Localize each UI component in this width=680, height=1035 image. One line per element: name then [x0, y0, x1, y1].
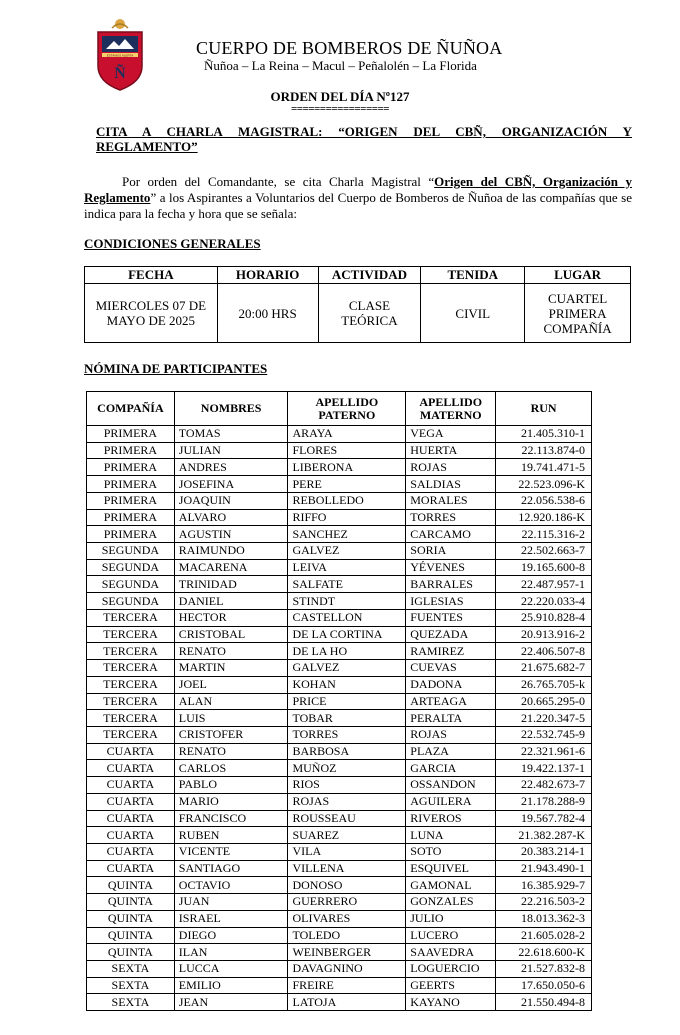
apellido-paterno-cell: REBOLLEDO [288, 492, 406, 509]
table-row [87, 944, 592, 961]
compania-cell: TERCERA [87, 726, 175, 743]
table-row [87, 977, 592, 994]
apellido-materno-cell: ROJAS [406, 726, 496, 743]
nombres-cell: JOAQUIN [174, 492, 288, 509]
col-header-tenida: TENIDA [421, 267, 525, 284]
apellido-materno-cell: SOTO [406, 843, 496, 860]
apellido-materno-cell: YÉVENES [406, 559, 496, 576]
table-row [87, 994, 592, 1011]
apellido-materno-cell: BARRALES [406, 576, 496, 593]
compania-cell: SEXTA [87, 994, 175, 1011]
table-row [87, 492, 592, 509]
nombres-cell: RENATO [174, 743, 288, 760]
nombres-cell: PABLO [174, 777, 288, 794]
compania-cell: PRIMERA [87, 459, 175, 476]
apellido-materno-cell: FUENTES [406, 609, 496, 626]
run-cell: 22.532.745-9 [496, 726, 592, 743]
run-cell: 18.013.362-3 [496, 910, 592, 927]
table-row [87, 843, 592, 860]
apellido-materno-cell: KAYANO [406, 994, 496, 1011]
compania-cell: SEGUNDA [87, 543, 175, 560]
compania-cell: QUINTA [87, 944, 175, 961]
apellido-paterno-cell: TORRES [288, 726, 406, 743]
run-cell: 20.665.295-0 [496, 693, 592, 710]
run-cell: 21.178.288-9 [496, 793, 592, 810]
compania-cell: CUARTA [87, 777, 175, 794]
table-row [87, 626, 592, 643]
org-name: CUERPO DE BOMBEROS DE ÑUÑOA [196, 38, 503, 58]
nombres-cell: OCTAVIO [174, 877, 288, 894]
compania-cell: TERCERA [87, 710, 175, 727]
compania-cell: CUARTA [87, 827, 175, 844]
table-row [87, 894, 592, 911]
run-cell: 22.113.874-0 [496, 442, 592, 459]
apellido-materno-cell: GARCIA [406, 760, 496, 777]
nombres-cell: CRISTOBAL [174, 626, 288, 643]
nombres-cell: FRANCISCO [174, 810, 288, 827]
nombres-cell: JUAN [174, 894, 288, 911]
compania-cell: TERCERA [87, 626, 175, 643]
apellido-materno-cell: SORIA [406, 543, 496, 560]
col-header-apellido-paterno [288, 392, 406, 426]
run-cell: 21.605.028-2 [496, 927, 592, 944]
compania-cell: QUINTA [87, 877, 175, 894]
run-cell: 22.482.673-7 [496, 777, 592, 794]
fire-department-logo [92, 16, 148, 92]
apellido-materno-cell: GAMONAL [406, 877, 496, 894]
compania-cell: TERCERA [87, 643, 175, 660]
nombres-cell: VICENTE [174, 843, 288, 860]
run-cell: 22.321.961-6 [496, 743, 592, 760]
nombres-cell: JOEL [174, 676, 288, 693]
compania-cell: TERCERA [87, 676, 175, 693]
run-cell: 22.056.538-6 [496, 492, 592, 509]
apellido-paterno-cell: ROUSSEAU [288, 810, 406, 827]
compania-cell: SEGUNDA [87, 593, 175, 610]
apellido-materno-line-2: MATERNO [419, 407, 482, 422]
apellido-paterno-cell: DAVAGNINO [288, 961, 406, 978]
nombres-cell: EMILIO [174, 977, 288, 994]
run-cell: 22.502.663-7 [496, 543, 592, 560]
cita-title: CITA A CHARLA MAGISTRAL: “ORIGEN DEL CBÑ, ORGANIZACIÓN Y REGLAMENTO” [96, 124, 632, 154]
compania-cell: QUINTA [87, 910, 175, 927]
compania-cell: QUINTA [87, 927, 175, 944]
nombres-cell: ALVARO [174, 509, 288, 526]
nombres-cell: ALAN [174, 693, 288, 710]
table-row [87, 726, 592, 743]
logo-caption: ESTAMOS ALERTA [106, 53, 134, 58]
run-cell: 22.220.033-4 [496, 593, 592, 610]
nombres-cell: HECTOR [174, 609, 288, 626]
apellido-materno-cell: GEERTS [406, 977, 496, 994]
participants-heading: NÓMINA DE PARTICIPANTES [84, 361, 268, 376]
compania-cell: CUARTA [87, 743, 175, 760]
compania-cell: TERCERA [87, 609, 175, 626]
col-header-compania: COMPAÑÍA [87, 392, 175, 426]
table-row [87, 643, 592, 660]
run-cell: 21.675.682-7 [496, 660, 592, 677]
apellido-materno-cell: CUEVAS [406, 660, 496, 677]
cita-paragraph-pre: Por orden del Comandante, se cita Charla Magistral “ [122, 174, 435, 189]
run-cell: 21.220.347-5 [496, 710, 592, 727]
apellido-paterno-cell: ARAYA [288, 426, 406, 443]
conditions-header-row [85, 267, 631, 284]
cita-paragraph-highlight: Origen del CBÑ, Organización y Reglamento [84, 174, 632, 205]
compania-cell: TERCERA [87, 660, 175, 677]
apellido-paterno-cell: VILA [288, 843, 406, 860]
table-row [87, 676, 592, 693]
table-row [87, 543, 592, 560]
fecha-line-1: MIERCOLES 07 DE [95, 298, 207, 313]
run-cell: 26.765.705-k [496, 676, 592, 693]
run-cell: 21.382.287-K [496, 827, 592, 844]
apellido-materno-cell: VEGA [406, 426, 496, 443]
run-cell: 17.650.050-6 [496, 977, 592, 994]
col-header-run: RUN [496, 392, 592, 426]
apellido-materno-cell: AGUILERA [406, 793, 496, 810]
conditions-data-row [85, 284, 631, 343]
apellido-paterno-cell: GALVEZ [288, 660, 406, 677]
table-row [87, 910, 592, 927]
apellido-materno-cell: ROJAS [406, 459, 496, 476]
apellido-paterno-cell: DONOSO [288, 877, 406, 894]
compania-cell: SEGUNDA [87, 576, 175, 593]
apellido-materno-cell: ESQUIVEL [406, 860, 496, 877]
nombres-cell: ILAN [174, 944, 288, 961]
table-row [87, 793, 592, 810]
run-cell: 21.527.832-8 [496, 961, 592, 978]
nombres-cell: RAIMUNDO [174, 543, 288, 560]
table-row [87, 743, 592, 760]
table-row [87, 877, 592, 894]
run-cell: 19.165.600-8 [496, 559, 592, 576]
apellido-paterno-cell: TOLEDO [288, 927, 406, 944]
cita-paragraph-post: ” a los Aspirantes a Voluntarios del Cuerpo de Bomberos de Ñuñoa de las compañías que se indica para la fecha y hora que se señala: [84, 190, 632, 221]
apellido-paterno-cell: RIOS [288, 777, 406, 794]
apellido-paterno-cell: OLIVARES [288, 910, 406, 927]
compania-cell: QUINTA [87, 894, 175, 911]
run-cell: 22.406.507-8 [496, 643, 592, 660]
table-row [87, 777, 592, 794]
lugar-line-1: CUARTEL [547, 290, 608, 306]
logo-letter: Ñ [114, 65, 126, 82]
apellido-materno-cell: SALDIAS [406, 476, 496, 493]
apellido-materno-cell: PLAZA [406, 743, 496, 760]
apellido-paterno-cell: VILLENA [288, 860, 406, 877]
apellido-materno-cell: LUCERO [406, 927, 496, 944]
apellido-materno-line-1: APELLIDO [419, 394, 483, 409]
apellido-materno-cell: QUEZADA [406, 626, 496, 643]
apellido-materno-cell: MORALES [406, 492, 496, 509]
apellido-paterno-cell: GUERRERO [288, 894, 406, 911]
nombres-cell: JEAN [174, 994, 288, 1011]
lugar-cell [525, 284, 631, 343]
run-cell: 25.910.828-4 [496, 609, 592, 626]
participants-table [86, 391, 592, 1011]
apellido-paterno-cell: FREIRE [288, 977, 406, 994]
run-cell: 22.523.096-K [496, 476, 592, 493]
table-row [87, 509, 592, 526]
col-header-actividad: ACTIVIDAD [318, 267, 421, 284]
apellido-paterno-cell: RIFFO [288, 509, 406, 526]
nombres-cell: JULIAN [174, 442, 288, 459]
participants-body [87, 426, 592, 1011]
compania-cell: CUARTA [87, 810, 175, 827]
compania-cell: CUARTA [87, 843, 175, 860]
horario-cell: 20:00 HRS [217, 284, 318, 343]
apellido-paterno-cell: ROJAS [288, 793, 406, 810]
run-cell: 20.913.916-2 [496, 626, 592, 643]
run-cell: 19.422.137-1 [496, 760, 592, 777]
nombres-cell: MARIO [174, 793, 288, 810]
table-row [87, 660, 592, 677]
apellido-materno-cell: DADONA [406, 676, 496, 693]
table-row [87, 609, 592, 626]
table-row [87, 593, 592, 610]
nombres-cell: JOSEFINA [174, 476, 288, 493]
apellido-paterno-cell: MUÑOZ [288, 760, 406, 777]
table-row [87, 476, 592, 493]
table-row [87, 426, 592, 443]
apellido-paterno-cell: SANCHEZ [288, 526, 406, 543]
apellido-materno-cell: ARTEAGA [406, 693, 496, 710]
table-row [87, 961, 592, 978]
apellido-paterno-cell: SUAREZ [288, 827, 406, 844]
table-row [87, 526, 592, 543]
apellido-materno-cell: JULIO [406, 910, 496, 927]
compania-cell: SEXTA [87, 977, 175, 994]
org-subtitle: Ñuñoa – La Reina – Macul – Peñalolén – La Florida [204, 58, 477, 73]
compania-cell: SEXTA [87, 961, 175, 978]
apellido-materno-cell: PERALTA [406, 710, 496, 727]
col-header-nombres: NOMBRES [174, 392, 288, 426]
nombres-cell: MARTIN [174, 660, 288, 677]
apellido-paterno-line-2: PATERNO [318, 407, 376, 422]
apellido-paterno-cell: BARBOSA [288, 743, 406, 760]
apellido-paterno-cell: CASTELLON [288, 609, 406, 626]
nombres-cell: AGUSTIN [174, 526, 288, 543]
col-header-fecha: FECHA [85, 267, 218, 284]
apellido-materno-cell: GONZALES [406, 894, 496, 911]
table-row [87, 827, 592, 844]
run-cell: 22.487.957-1 [496, 576, 592, 593]
apellido-paterno-cell: TOBAR [288, 710, 406, 727]
nombres-cell: SANTIAGO [174, 860, 288, 877]
compania-cell: PRIMERA [87, 526, 175, 543]
run-cell: 22.618.600-K [496, 944, 592, 961]
actividad-cell [318, 284, 421, 343]
fecha-line-2: MAYO DE 2025 [106, 313, 196, 328]
compania-cell: PRIMERA [87, 509, 175, 526]
nombres-cell: DIEGO [174, 927, 288, 944]
lugar-line-3: COMPAÑÍA [543, 320, 612, 336]
run-cell: 19.567.782-4 [496, 810, 592, 827]
apellido-materno-cell: SAAVEDRA [406, 944, 496, 961]
table-row [87, 693, 592, 710]
table-row [87, 442, 592, 459]
table-row [87, 559, 592, 576]
participants-header-row [87, 392, 592, 426]
compania-cell: PRIMERA [87, 492, 175, 509]
cita-paragraph [84, 174, 632, 222]
apellido-materno-cell: IGLESIAS [406, 593, 496, 610]
run-cell: 22.216.503-2 [496, 894, 592, 911]
compania-cell: CUARTA [87, 860, 175, 877]
apellido-materno-cell: HUERTA [406, 442, 496, 459]
compania-cell: SEGUNDA [87, 559, 175, 576]
conditions-table [84, 266, 631, 343]
nombres-cell: CRISTOFER [174, 726, 288, 743]
apellido-materno-cell: RAMIREZ [406, 643, 496, 660]
run-cell: 20.383.214-1 [496, 843, 592, 860]
lugar-line-2: PRIMERA [548, 305, 607, 321]
apellido-paterno-cell: SALFATE [288, 576, 406, 593]
tenida-cell: CIVIL [421, 284, 525, 343]
nombres-cell: CARLOS [174, 760, 288, 777]
apellido-paterno-cell: STINDT [288, 593, 406, 610]
nombres-cell: TOMAS [174, 426, 288, 443]
table-row [87, 760, 592, 777]
compania-cell: PRIMERA [87, 426, 175, 443]
actividad-line-1: CLASE [348, 298, 391, 313]
apellido-materno-cell: CARCAMO [406, 526, 496, 543]
apellido-paterno-cell: DE LA HO [288, 643, 406, 660]
apellido-paterno-line-1: APELLIDO [315, 394, 379, 409]
apellido-paterno-cell: LEIVA [288, 559, 406, 576]
apellido-materno-cell: LOGUERCIO [406, 961, 496, 978]
run-cell: 19.741.471-5 [496, 459, 592, 476]
table-row [87, 710, 592, 727]
nombres-cell: LUCCA [174, 961, 288, 978]
apellido-paterno-cell: LIBERONA [288, 459, 406, 476]
table-row [87, 810, 592, 827]
actividad-line-2: TEÓRICA [341, 313, 398, 328]
col-header-horario: HORARIO [217, 267, 318, 284]
nombres-cell: MACARENA [174, 559, 288, 576]
order-title: ORDEN DEL DÍA Nº127 [270, 89, 410, 104]
apellido-materno-cell: TORRES [406, 509, 496, 526]
run-cell: 21.405.310-1 [496, 426, 592, 443]
compania-cell: TERCERA [87, 693, 175, 710]
nombres-cell: ANDRES [174, 459, 288, 476]
run-cell: 16.385.929-7 [496, 877, 592, 894]
run-cell: 22.115.316-2 [496, 526, 592, 543]
apellido-materno-cell: RIVEROS [406, 810, 496, 827]
nombres-cell: ISRAEL [174, 910, 288, 927]
nombres-cell: RUBEN [174, 827, 288, 844]
apellido-materno-cell: LUNA [406, 827, 496, 844]
col-header-apellido-materno [406, 392, 496, 426]
apellido-paterno-cell: KOHAN [288, 676, 406, 693]
apellido-paterno-cell: FLORES [288, 442, 406, 459]
compania-cell: PRIMERA [87, 476, 175, 493]
apellido-paterno-cell: DE LA CORTINA [288, 626, 406, 643]
nombres-cell: TRINIDAD [174, 576, 288, 593]
apellido-paterno-cell: PERE [288, 476, 406, 493]
apellido-materno-cell: OSSANDON [406, 777, 496, 794]
run-cell: 21.943.490-1 [496, 860, 592, 877]
nombres-cell: DANIEL [174, 593, 288, 610]
run-cell: 12.920.186-K [496, 509, 592, 526]
table-row [87, 927, 592, 944]
table-row [87, 459, 592, 476]
table-row [87, 860, 592, 877]
compania-cell: CUARTA [87, 793, 175, 810]
apellido-paterno-cell: PRICE [288, 693, 406, 710]
nombres-cell: LUIS [174, 710, 288, 727]
apellido-paterno-cell: WEINBERGER [288, 944, 406, 961]
conditions-heading: CONDICIONES GENERALES [84, 236, 261, 251]
apellido-paterno-cell: LATOJA [288, 994, 406, 1011]
col-header-lugar: LUGAR [525, 267, 631, 284]
compania-cell: CUARTA [87, 760, 175, 777]
apellido-paterno-cell: GALVEZ [288, 543, 406, 560]
nombres-cell: RENATO [174, 643, 288, 660]
order-title-underline: ================= [290, 103, 390, 115]
run-cell: 21.550.494-8 [496, 994, 592, 1011]
compania-cell: PRIMERA [87, 442, 175, 459]
fecha-cell [85, 284, 218, 343]
table-row [87, 576, 592, 593]
